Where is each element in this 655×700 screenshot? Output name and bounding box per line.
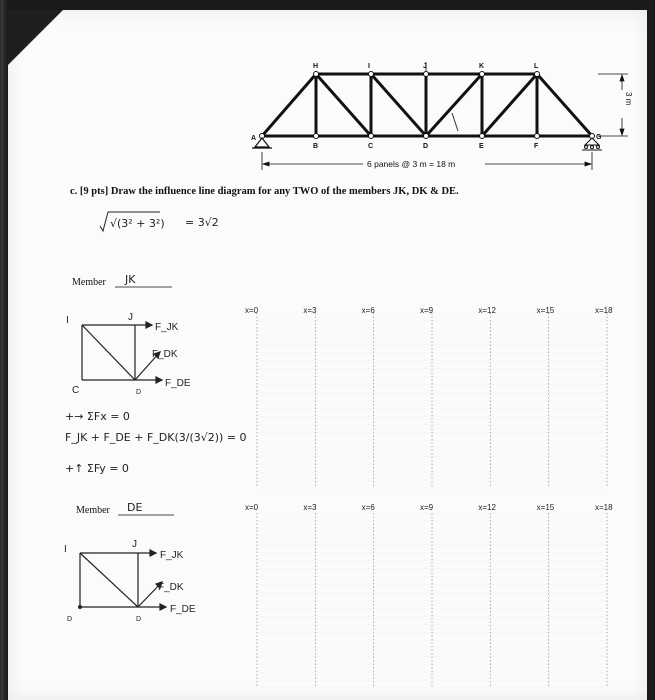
joint-label-E: E <box>479 143 484 150</box>
fbd-member2 <box>80 550 166 610</box>
joint-label-D: D <box>423 143 429 150</box>
equation-sum-fx: +→ ΣFx = 0 <box>65 410 130 423</box>
member1-value: JK <box>125 273 136 286</box>
joint-label-G: G <box>596 134 602 141</box>
fbd-member1 <box>82 322 162 383</box>
member2-value: DE <box>127 501 143 514</box>
truss-diagonal-ID <box>371 74 426 136</box>
fbd1-force-DK: F_DK <box>152 349 178 360</box>
grid-tick-label: x=6 <box>361 503 375 512</box>
joint-label-H: H <box>313 63 319 70</box>
fbd2-label-D-left: D <box>67 616 73 623</box>
joint-label-F: F <box>534 143 539 150</box>
equation-sum-fy: +↑ ΣFy = 0 <box>65 462 129 475</box>
question-text: c. [9 pts] Draw the influence line diagram for any TWO of the members JK, DK & DE. <box>70 186 459 197</box>
grid-tick-label: x=12 <box>478 503 496 512</box>
joint-label-I: I <box>368 63 370 70</box>
joint-label-C: C <box>368 143 374 150</box>
fbd2-force-DE: F_DE <box>170 604 196 615</box>
member1-label: Member <box>72 277 106 288</box>
equation-jk-de-dk: F_JK + F_DE + F_DK(3/(3√2)) = 0 <box>65 431 247 444</box>
height-label: 3 m <box>624 92 633 106</box>
fbd-member2-labels <box>64 539 196 623</box>
grid-tick-label: x=15 <box>536 503 555 512</box>
height-dimension <box>598 74 628 136</box>
joint-label-K: K <box>479 63 485 70</box>
grid-tick-label: x=18 <box>595 503 613 512</box>
grid-tick-label: x=3 <box>303 503 317 512</box>
influence-grid-1 <box>245 306 613 488</box>
fbd1-force-DE: F_DE <box>165 378 191 389</box>
fbd2-label-J: J <box>132 539 137 550</box>
truss-diagonal-HC <box>316 74 371 136</box>
grid-tick-label: x=6 <box>361 306 375 315</box>
fbd1-label-J: J <box>128 312 133 323</box>
fbd2-force-DK: F_DK <box>158 582 184 593</box>
truss-diagonal-EL <box>482 74 537 136</box>
joint-label-L: L <box>534 63 539 70</box>
fbd2-label-I: I <box>64 544 67 555</box>
fbd1-force-JK: F_JK <box>155 322 179 333</box>
fbd1-label-D: D <box>136 389 142 396</box>
fbd2-force-JK: F_JK <box>160 550 184 561</box>
span-label: 6 panels @ 3 m = 18 m <box>367 159 456 169</box>
grid-tick-label: x=3 <box>303 306 317 315</box>
joint-label-A: A <box>251 135 257 142</box>
grid-tick-label: x=12 <box>478 306 496 315</box>
grid-tick-label: x=9 <box>420 306 434 315</box>
grid-tick-label: x=18 <box>595 306 613 315</box>
pen-mark <box>452 113 458 131</box>
sqrt-note-left: √(3² + 3²) <box>110 217 165 230</box>
influence-grid-2 <box>245 503 613 688</box>
joint-label-B: B <box>313 143 319 150</box>
grid-tick-label: x=9 <box>420 503 434 512</box>
truss-end-diagonal-right <box>537 74 592 136</box>
sqrt-note-right: = 3√2 <box>185 216 219 229</box>
fbd1-label-C: C <box>72 385 80 396</box>
grid-tick-label: x=0 <box>245 503 259 512</box>
grid-tick-label: x=15 <box>536 306 555 315</box>
fbd1-label-I: I <box>66 315 69 326</box>
grid-tick-label: x=0 <box>245 306 259 315</box>
truss-diagonal-DK <box>426 74 482 136</box>
joint-label-J: J <box>423 63 427 70</box>
truss-diagram <box>262 74 592 136</box>
member2-label: Member <box>76 505 110 516</box>
truss-end-diagonal-left <box>262 74 316 136</box>
fbd2-label-D: D <box>136 616 142 623</box>
fbd2-node-dot <box>78 605 82 609</box>
